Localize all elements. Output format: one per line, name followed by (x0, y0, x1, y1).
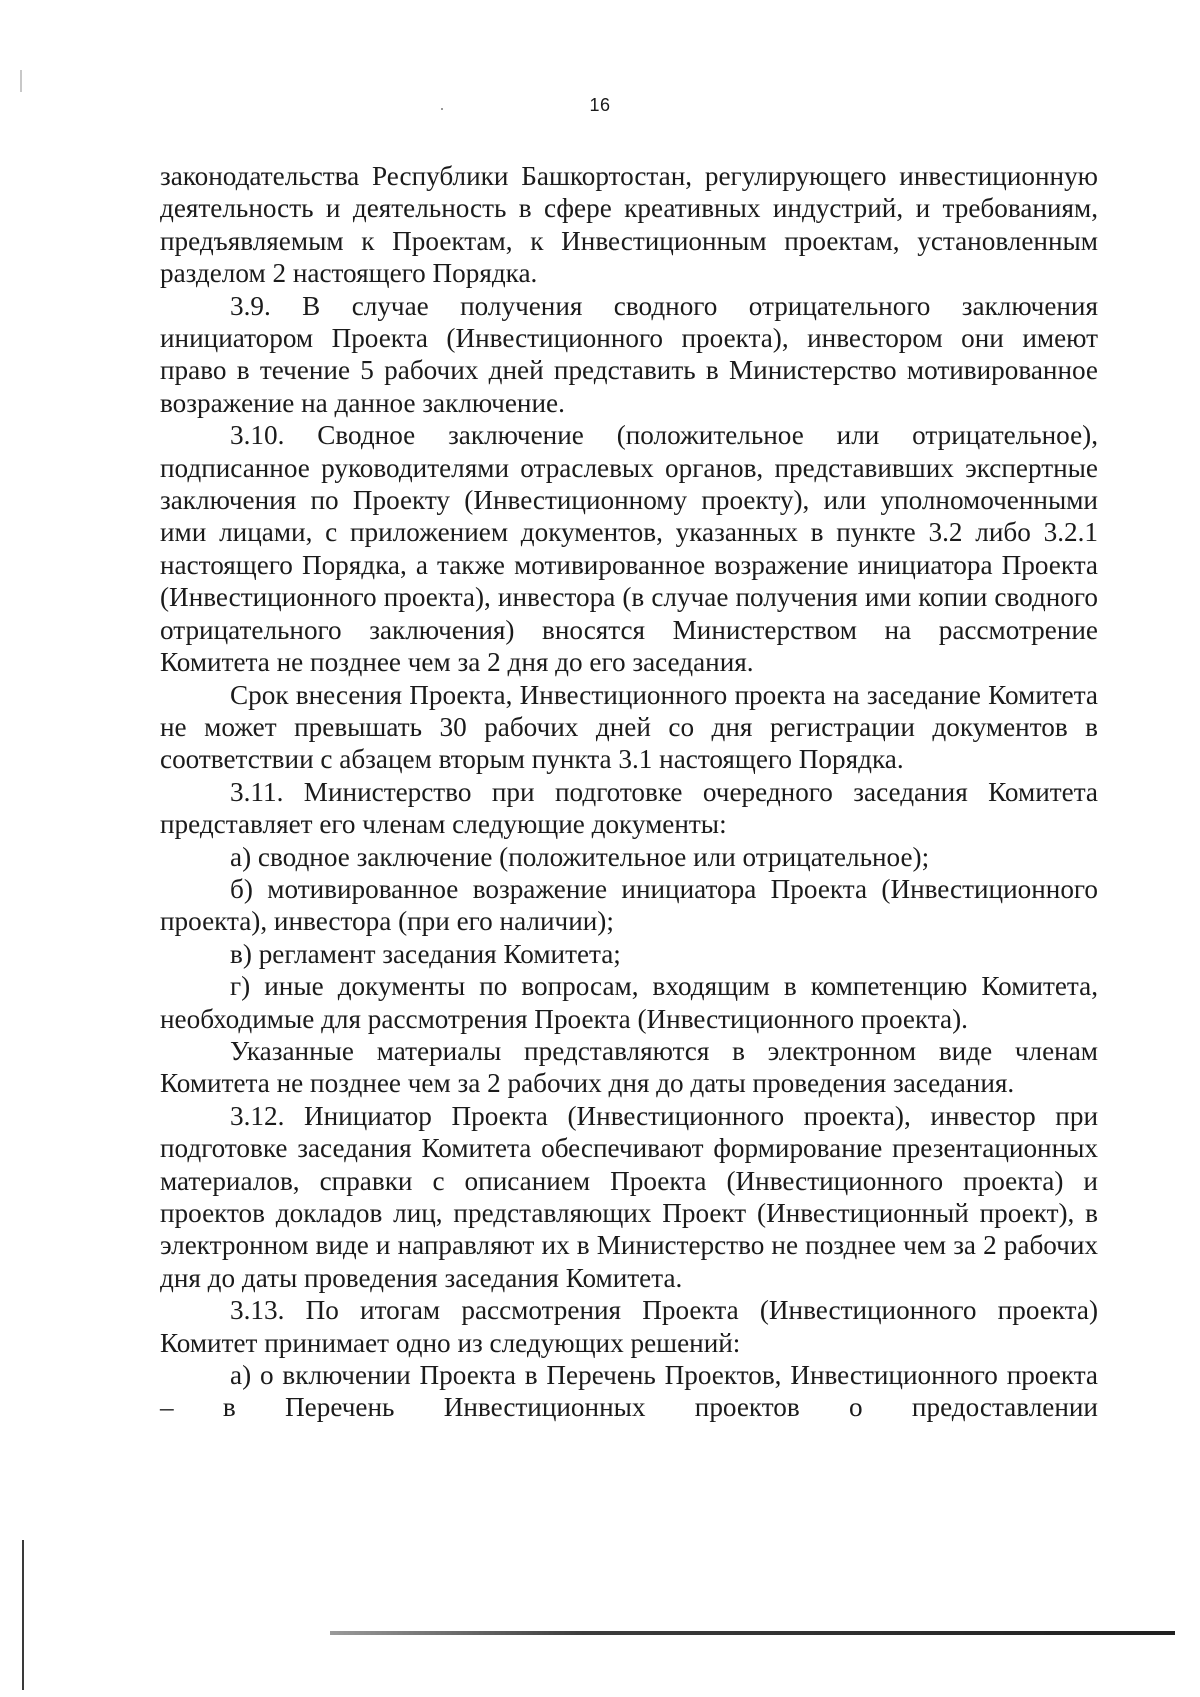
list-item: в) регламент заседания Комитета; (230, 938, 621, 969)
scan-artifact-left-edge (22, 1540, 24, 1690)
list-item: г) иные документы по вопросам, входящим в компетенцию Комитета, необходимые для рассмотрения Проекта (Инвестиционного проекта). (160, 971, 1098, 1034)
paragraph: Указанные материалы представляются в электронном виде членам Комитета не позднее чем за 2 рабочих дня до даты проведения заседания. (160, 1035, 1098, 1099)
paragraph: Срок внесения Проекта, Инвестиционного проекта на заседание Комитета не может превышать 30 рабочих дней со дня регистрации документов в соответствии с абзацем вторым пункта 3.1 настоящего Порядка. (160, 679, 1098, 775)
page-number: 16 (589, 95, 611, 115)
paragraph: 3.12. Инициатор Проекта (Инвестиционного проекта), инвестор при подготовке заседания Комитета обеспечивают формирование презентационных материалов, справки с описанием Проекта (Инвестиционного проекта) и проектов докладов лиц, представляющих Проект (Инвестиционный проект), в электронном виде и направляют их в Министерство не позднее чем за 2 рабочих дня до даты проведения заседания Комитета. (160, 1100, 1098, 1293)
document-body (160, 160, 1098, 1424)
list-item: а) о включении Проекта в Перечень Проектов, Инвестиционного проекта – в Перечень Инвестиционных проектов о предоставлении (160, 1360, 1098, 1423)
paragraph: 3.9. В случае получения сводного отрицательного заключения инициатором Проекта (Инвестиционного проекта), инвестором они имеют право в течение 5 рабочих дней представить в Министерство мотивированное возражение на данное заключение. (160, 290, 1098, 418)
list-item: а) сводное заключение (положительное или отрицательное); (230, 841, 930, 872)
scan-artifact-tick (20, 70, 22, 92)
paragraph: 3.11. Министерство при подготовке очередного заседания Комитета представляет его членам следующие документы: (160, 776, 1098, 840)
scan-artifact-bottom-edge (330, 1631, 1175, 1635)
paragraph: законодательства Республики Башкортостан, регулирующего инвестиционную деятельность и деятельность в сфере креативных индустрий, и требованиям, предъявляемым к Проектам, к Инвестиционным проектам, установленным разделом 2 настоящего Порядка. (160, 161, 1098, 289)
paragraph: 3.10. Сводное заключение (положительное или отрицательное), подписанное руководителями отраслевых органов, представивших экспертные заключения по Проекту (Инвестиционному проекту), или уполномоченными ими лицами, с приложением документов, указанных в пункте 3.2 либо 3.2.1 настоящего Порядка, а также мотивированное возражение инициатора Проекта (Инвестиционного проекта), инвестора (в случае получения ими копии сводного отрицательного заключения) вносятся Министерством на рассмотрение Комитета не позднее чем за 2 дня до его заседания. (160, 420, 1098, 678)
list-item: б) мотивированное возражение инициатора Проекта (Инвестиционного проекта), инвестора (при его наличии); (160, 873, 1098, 937)
paragraph: 3.13. По итогам рассмотрения Проекта (Инвестиционного проекта) Комитет принимает одно из следующих решений: (160, 1295, 1098, 1358)
